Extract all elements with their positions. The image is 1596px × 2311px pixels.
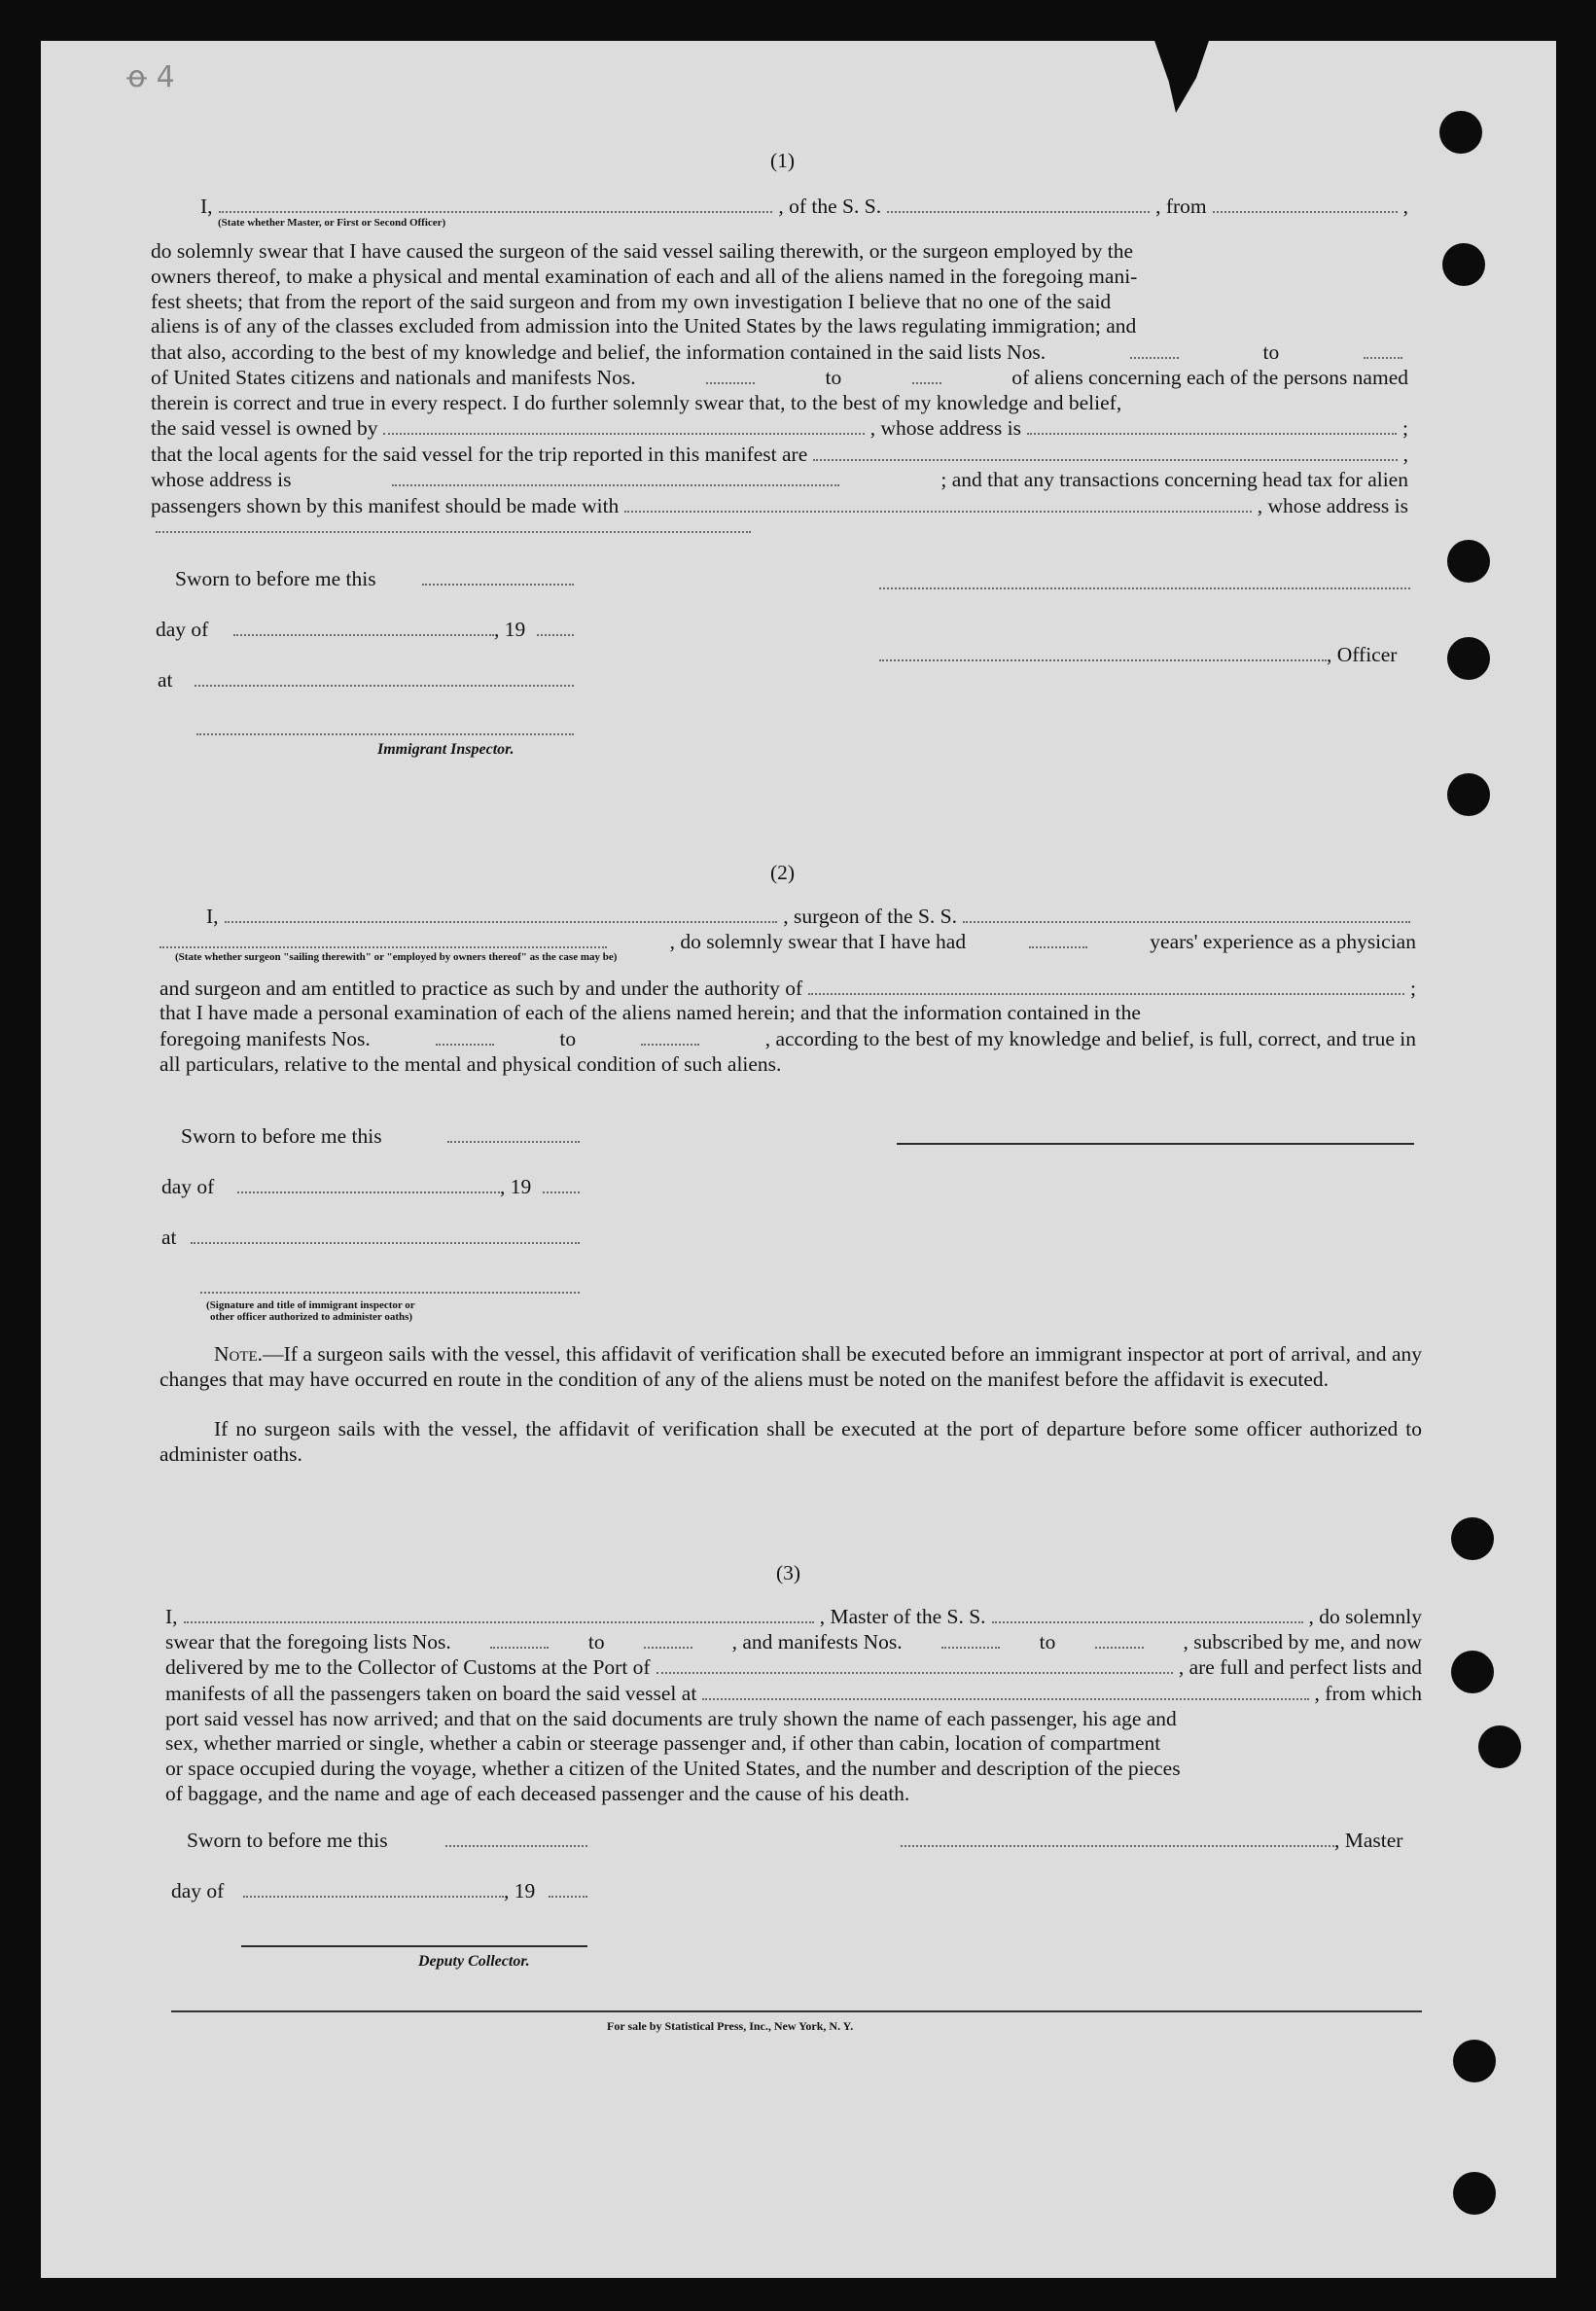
punch-hole xyxy=(1453,2172,1496,2215)
punch-hole xyxy=(1447,540,1490,583)
section2-line: and surgeon and am entitled to practice as such by and under the authority of ; xyxy=(160,976,1416,1000)
section3-line: port said vessel has now arrived; and that on the said documents are truly shown the name of each passenger, his age and xyxy=(165,1706,1177,1730)
section1-line: whose address is ; and that any transactions concerning head tax for alien xyxy=(151,468,1408,492)
year-label: , 19 xyxy=(504,1879,536,1902)
master-signature-field[interactable] xyxy=(901,1845,1334,1847)
year-label: , 19 xyxy=(500,1175,532,1198)
section3-line: swear that the foregoing lists Nos. to , and manifests Nos. to , subscribed by me, and now xyxy=(165,1630,1422,1654)
day-of-label: day of xyxy=(156,618,209,641)
section3-line: manifests of all the passengers taken on board the said vessel at , from which xyxy=(165,1681,1422,1705)
master-officer-caption: (State whether Master, or First or Second Officer) xyxy=(218,217,446,229)
inspector-caption: Immigrant Inspector. xyxy=(377,741,514,758)
at-field[interactable] xyxy=(191,1242,580,1244)
section3-heading: (3) xyxy=(776,1561,801,1584)
punch-hole xyxy=(1439,111,1482,154)
section2-line: foregoing manifests Nos. to , according to the best of my knowledge and belief, is full, correct, and true in xyxy=(160,1026,1416,1050)
year-field[interactable] xyxy=(549,1896,587,1898)
punch-hole xyxy=(1442,243,1485,286)
sworn-day-field[interactable] xyxy=(445,1845,587,1847)
surgeon-signature-field[interactable] xyxy=(897,1143,1414,1145)
administering-officer-signature-field[interactable] xyxy=(200,1292,580,1294)
section1-line: of United States citizens and nationals and manifests Nos. to of aliens concerning each of the persons named xyxy=(151,366,1408,390)
collector-signature-field[interactable] xyxy=(241,1945,587,1947)
at-field[interactable] xyxy=(195,685,574,687)
at-label: at xyxy=(161,1226,177,1249)
inspector-signature-field[interactable] xyxy=(196,733,574,735)
section1-line: passengers shown by this manifest should be made with , whose address is xyxy=(151,493,1408,517)
section3-line: delivered by me to the Collector of Customs at the Port of , are full and perfect lists and xyxy=(165,1655,1422,1680)
address-line xyxy=(156,531,751,533)
section1-line: do solemnly swear that I have caused the surgeon of the said vessel sailing therewith, or the surgeon employed by the xyxy=(151,239,1134,263)
officer-label: , Officer xyxy=(1327,643,1398,666)
section3-body xyxy=(165,1604,1422,1807)
section2-line: that I have made a personal examination of each of the aliens named herein; and that the information contained in the xyxy=(160,1001,1141,1025)
punch-hole xyxy=(1478,1725,1521,1768)
handwritten-mark: ꝋ 4 xyxy=(126,60,175,94)
note-label: Note. xyxy=(214,1342,264,1366)
note-paragraph: Note.—If a surgeon sails with the vessel, this affidavit of verification shall be executed before an immigrant inspector at port of arrival, and any changes that may have occurred en route in the condition of any of the aliens must be noted on the manifest before the affidavit is executed. xyxy=(160,1342,1422,1391)
day-of-field[interactable] xyxy=(233,634,494,636)
section1-line: therein is correct and true in every respect. I do further solemnly swear that, to the best of my knowledge and belief, xyxy=(151,391,1122,415)
section1-line: that the local agents for the said vessel for the trip reported in this manifest are , xyxy=(151,442,1408,466)
day-of-label: day of xyxy=(161,1175,215,1198)
section3-line: of baggage, and the name and age of each deceased passenger and the cause of his death. xyxy=(165,1782,910,1806)
section2-line1: I, , surgeon of the S. S. xyxy=(206,904,1416,929)
master-label: , Master xyxy=(1334,1829,1403,1852)
officer-signature-field[interactable] xyxy=(879,587,1410,589)
signature-caption: other officer authorized to administer oaths) xyxy=(210,1311,413,1323)
surgeon-caption: (State whether surgeon "sailing therewith" or "employed by owners thereof" as the case may be) xyxy=(175,951,618,963)
section1-line: fest sheets; that from the report of the said surgeon and from my own investigation I believe that no one of the said xyxy=(151,289,1112,313)
punch-hole xyxy=(1447,637,1490,680)
section1-heading: (1) xyxy=(770,149,796,172)
section1-line: owners thereof, to make a physical and mental examination of each and all of the aliens named in the foregoing mani- xyxy=(151,264,1138,288)
at-label: at xyxy=(158,668,173,692)
section3-line: I, , Master of the S. S. , do solemnly xyxy=(165,1604,1422,1628)
day-of-field[interactable] xyxy=(243,1896,504,1898)
section1-line1: I, , of the S. S. , from , xyxy=(200,194,1408,218)
sworn-label: Sworn to before me this xyxy=(175,567,376,590)
printer-credit: For sale by Statistical Press, Inc., New York, N. Y. xyxy=(607,2019,854,2033)
day-of-field[interactable] xyxy=(237,1191,500,1193)
footer-rule xyxy=(171,2010,1422,2012)
section2-line: all particulars, relative to the mental and physical condition of such aliens. xyxy=(160,1051,782,1076)
year-field[interactable] xyxy=(537,634,574,636)
section1-line: that also, according to the best of my knowledge and belief, the information contained in the said lists Nos. to xyxy=(151,339,1408,365)
collector-caption: Deputy Collector. xyxy=(418,1953,530,1970)
year-field[interactable] xyxy=(543,1191,580,1193)
officer-title-field[interactable] xyxy=(879,659,1327,661)
punch-hole xyxy=(1451,1517,1494,1560)
section3-line: sex, whether married or single, whether a cabin or steerage passenger and, if other than cabin, location of compartment xyxy=(165,1731,1161,1756)
punch-hole xyxy=(1447,773,1490,816)
section1-body xyxy=(151,239,1408,519)
signature-caption: (Signature and title of immigrant inspector or xyxy=(206,1299,415,1311)
punch-hole xyxy=(1453,2040,1496,2082)
section1-line: the said vessel is owned by , whose address is ; xyxy=(151,416,1408,441)
section3-line: or space occupied during the voyage, whether a citizen of the United States, and the number and description of the pieces xyxy=(165,1757,1181,1781)
sworn-day-field[interactable] xyxy=(422,584,574,586)
year-label: , 19 xyxy=(494,618,526,641)
section2-heading: (2) xyxy=(770,861,796,884)
sworn-day-field[interactable] xyxy=(447,1141,580,1143)
section2-line2: , do solemnly swear that I have had years' experience as a physician xyxy=(160,929,1416,954)
section2-body xyxy=(160,976,1416,1077)
sworn-label: Sworn to before me this xyxy=(181,1124,382,1148)
day-of-label: day of xyxy=(171,1879,225,1902)
section1-line: aliens is of any of the classes excluded from admission into the United States by the laws regulating immigration; and xyxy=(151,314,1137,338)
note-paragraph: If no surgeon sails with the vessel, the affidavit of verification shall be executed at the port of departure before some officer authorized to administer oaths. xyxy=(160,1417,1422,1466)
sworn-label: Sworn to before me this xyxy=(187,1829,388,1852)
punch-hole xyxy=(1451,1651,1494,1693)
